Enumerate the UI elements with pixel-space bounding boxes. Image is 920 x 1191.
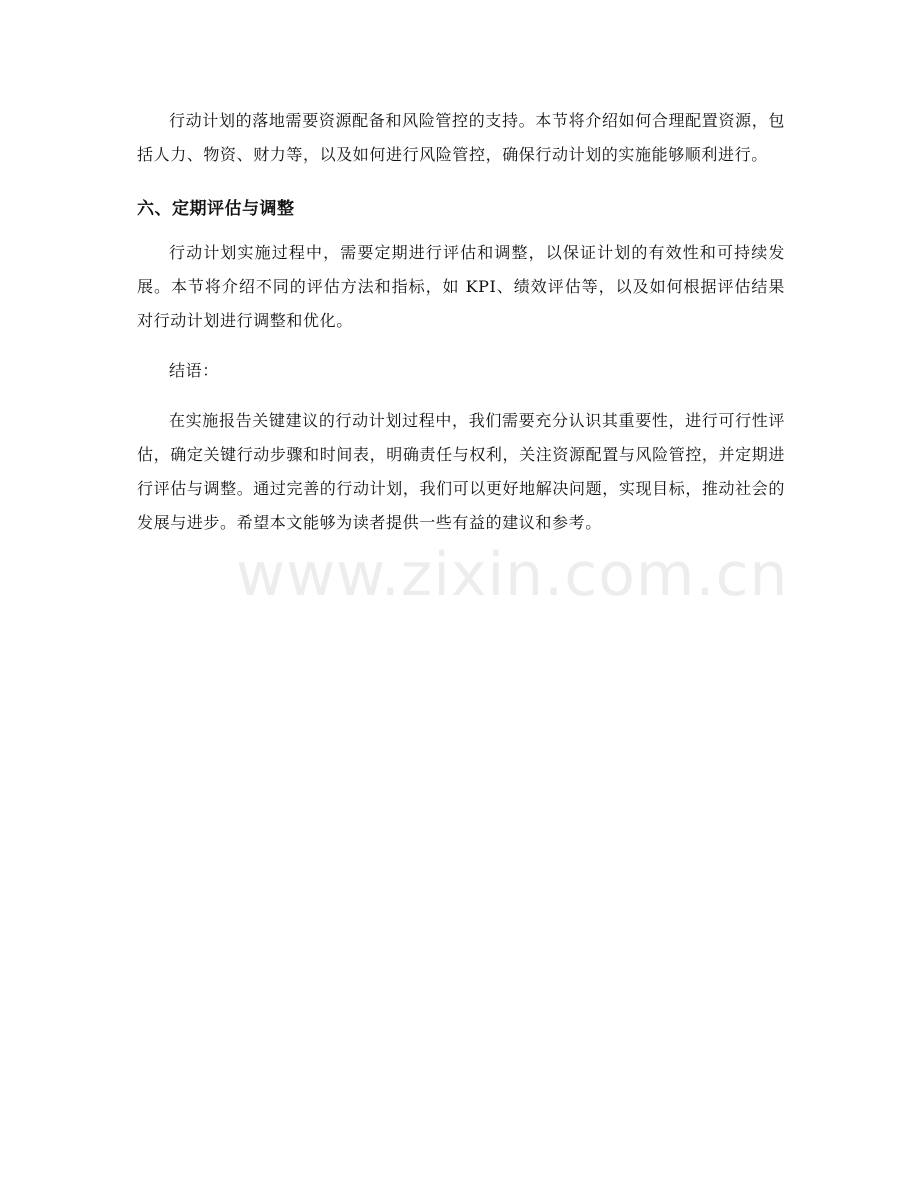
paragraph-conclusion: 在实施报告关键建议的行动计划过程中，我们需要充分认识其重要性，进行可行性评估，确定关键行动步骤和时间表，明确责任与权利，关注资源配置与风险管控，并定期进行评估与调整。通过完善的行动计划，我们可以更好地解决问题，实现目标，推动社会的发展与进步。希望本文能够为读者提供一些有益的建议和参考。 xyxy=(137,411,785,532)
paragraph-evaluation: 行动计划实施过程中，需要定期进行评估和调整，以保证计划的有效性和可持续发展。本节将介绍不同的评估方法和指标，如 KPI、绩效评估等，以及如何根据评估结果对行动计划进行调整和优化。 xyxy=(137,243,785,330)
paragraph-resources-risk: 行动计划的落地需要资源配备和风险管控的支持。本节将介绍如何合理配置资源，包括人力、物资、财力等，以及如何进行风险管控，确保行动计划的实施能够顺利进行。 xyxy=(137,111,785,164)
watermark: www.zixin.com.cn xyxy=(236,540,789,610)
document-body xyxy=(137,104,785,540)
conclusion-label: 结语： xyxy=(169,361,219,380)
section-heading-evaluation: 六、定期评估与调整 xyxy=(137,199,295,219)
